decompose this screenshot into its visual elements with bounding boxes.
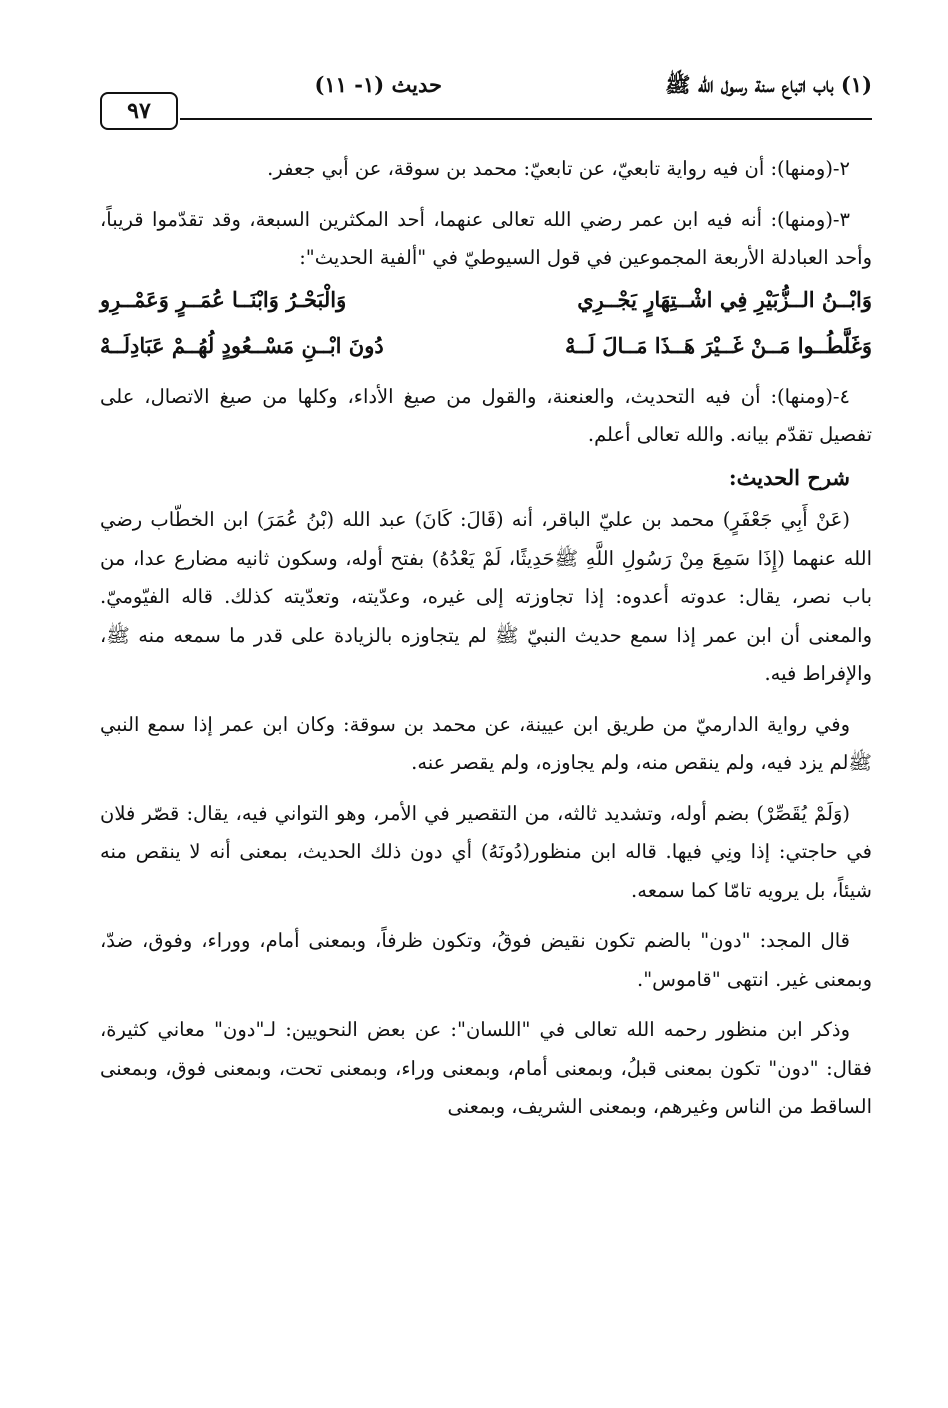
- paragraph: وذكر ابن منظور رحمه الله تعالى في "اللسان": عن بعض النحويين: لـ"دون" معاني كثيرة، فقال: "دون" تكون بمعنى قبلُ، وبمعنى أمام، وبمعنى وراء، وبمعنى تحت، وبمعنى فوق، وبمعنى الساقط من الناس وغيرهم، وبمعنى الشريف، وبمعنى: [100, 1018, 872, 1118]
- paragraph: وفي رواية الدارميّ من طريق ابن عيينة، عن محمد بن سوقة: وكان ابن عمر إذا سمع النبي ﷺلم يزد فيه، ولم ينقص منه، ولم يجاوزه، ولم يقصر عنه.: [100, 712, 872, 774]
- verse-hemistich: وَابْــنُ الــزُّبَيْرِ فِي اشْــتِهَارٍ يَجْــرِي: [577, 286, 872, 312]
- page-header: [100, 72, 872, 124]
- running-head: (١) باب اتباع سنة رسول الله ﷺ: [665, 72, 872, 97]
- verse-hemistich: وَالْبَحْـرُ وَابْنَــا عُمَــرٍ وَعَمْــرِو: [100, 286, 347, 312]
- verse-hemistich: دُونَ ابْــنِ مَسْــعُودٍ لُهُــمْ عَبَادِلَــهْ: [100, 332, 384, 358]
- paragraph: ٣-(ومنها): أنه فيه ابن عمر رضي الله تعالى عنهما، أحد المكثرين السبعة، وقد تقدّموا قريباً، وأحد العبادلة الأربعة المجموعين في قول السيوطيّ في "ألفية الحديث":: [100, 207, 872, 269]
- verse-hemistich: وَغَلَّطُــوا مَــنْ غَــيْرَ هَــذَا مَــالَ لَــهْ: [564, 332, 872, 358]
- paragraph: ٢-(ومنها): أن فيه رواية تابعيّ، عن تابعيّ: محمد بن سوقة، عن أبي جعفر.: [267, 157, 850, 180]
- paragraph: (عَنْ أَبِي جَعْفَرٍ) محمد بن عليّ الباقر، أنه (قَالَ: كَانَ) عبد الله (بْنُ عُمَرَ) ابن الخطّاب رضي الله عنهما (إِذَا سَمِعَ مِنْ رَسُولِ اللَّهِ ﷺحَدِيثًا، لَمْ يَعْدُهُ) بفتح أوله، وسكون ثانيه مضارع عدا، من باب نصر، يقال: عدوته أعدوه: إذا تجاوزته إلى غيره، وعدّيته، وتعدّيته كذلك. قاله الفيّوميّ. والمعنى أن ابن عمر إذا سمع حديث النبيّ ﷺ لم يتجاوزه بالزيادة على قدر ما سمعه منه ﷺ، والإفراط فيه.: [100, 508, 872, 685]
- paragraph: ٤-(ومنها): أن فيه التحديث، والعنعنة، والقول من صيغ الأداء، وكلها من صيغ الاتصال، على تفصيل تقدّم بيانه. والله تعالى أعلم.: [100, 384, 872, 446]
- verse-line: [100, 280, 872, 320]
- section-title: شرح الحديث:: [728, 464, 850, 490]
- paragraph: (وَلَمْ يُقَصِّرْ) بضم أوله، وتشديد ثالثه، من التقصير في الأمر، وهو التواني فيه، يقال: قصّر فلان في حاجتي: إذا ونِي فيها. قاله ابن منظور(دُونَهُ) أي دون ذلك الحديث، بمعنى أنه لا ينقص منه شيئاً، بل يرويه تامّا كما سمعه.: [100, 801, 872, 902]
- header-rule: [180, 118, 872, 120]
- verse-line: [100, 326, 872, 366]
- page-number: ٩٧: [100, 92, 178, 130]
- page-body: [100, 150, 872, 1139]
- paragraph: قال المجد: "دون" بالضم تكون نقيض فوقُ، وتكون ظرفاً، وبمعنى أمام، ووراء، وفوق، ضدّ، وبمعنى غير. انتهى "قاموس".: [100, 929, 872, 991]
- hadith-range: حديث (١- ١١): [314, 72, 442, 97]
- book-page: [100, 72, 872, 1118]
